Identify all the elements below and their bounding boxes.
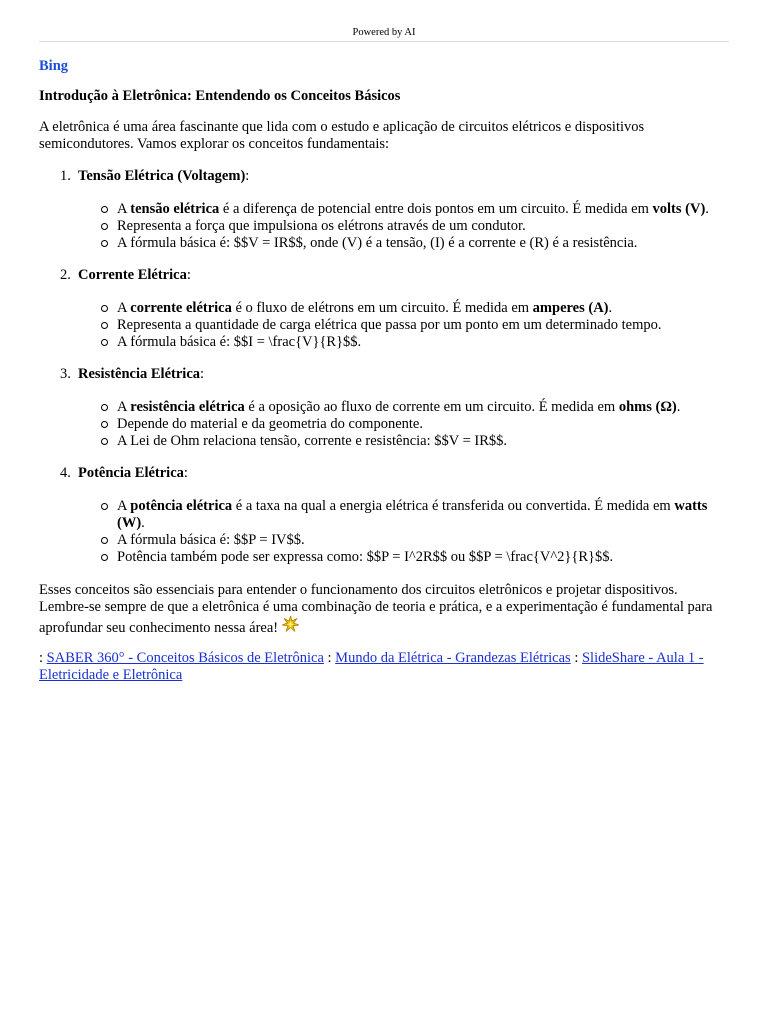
detail-item bbox=[39, 201, 729, 218]
sources-line bbox=[39, 650, 729, 684]
source-link-mundo-da-eletrica[interactable]: Mundo da Elétrica - Grandezas Elétricas bbox=[335, 650, 571, 666]
detail-item bbox=[39, 317, 729, 334]
concept-colon: : bbox=[245, 168, 250, 184]
concept-number: 4. bbox=[60, 465, 71, 481]
detail-item bbox=[39, 433, 729, 450]
bullet-circle-icon bbox=[101, 322, 108, 329]
sparkle-icon bbox=[282, 616, 299, 636]
detail-text: . bbox=[141, 515, 145, 531]
detail-unit: volts (V) bbox=[652, 201, 706, 217]
detail-term: corrente elétrica bbox=[130, 300, 232, 316]
source-link-slideshare[interactable]: SlideShare - Aula 1 - Eletricidade e Eletrônica bbox=[39, 650, 704, 683]
detail-text: é o fluxo de elétrons em um circuito. É medida em bbox=[231, 300, 533, 316]
detail-text: é a oposição ao fluxo de corrente em um circuito. É medida em bbox=[244, 399, 619, 415]
detail-text: Representa a quantidade de carga elétrica que passa por um ponto em um determinado tempo. bbox=[117, 317, 662, 333]
detail-text: A fórmula básica é: $$P = IV$$. bbox=[117, 532, 305, 548]
detail-text: . bbox=[608, 300, 613, 316]
concept-colon: : bbox=[200, 366, 205, 382]
article-title: Introdução à Eletrônica: Entendendo os Conceitos Básicos bbox=[39, 88, 401, 104]
concept-item bbox=[39, 267, 729, 351]
concept-name: Potência Elétrica bbox=[78, 465, 184, 481]
detail-text: A Lei de Ohm relaciona tensão, corrente e resistência: $$V = IR$$. bbox=[117, 433, 508, 449]
detail-unit: ohms (Ω) bbox=[618, 399, 677, 415]
brand-name: Bing bbox=[39, 58, 69, 74]
source-link-saber360[interactable]: SABER 360° - Conceitos Básicos de Eletrônica bbox=[46, 650, 324, 666]
detail-text: A bbox=[117, 498, 131, 514]
detail-text: . bbox=[705, 201, 709, 217]
detail-item bbox=[39, 300, 729, 317]
detail-text: A fórmula básica é: $$V = IR$$, onde (V) é a tensão, (I) é a corrente e (R) é a resistência. bbox=[117, 235, 638, 251]
bullet-circle-icon bbox=[101, 503, 108, 510]
sources-separator: : bbox=[327, 650, 332, 666]
sources-separator: : bbox=[39, 650, 44, 666]
concept-number: 2. bbox=[60, 267, 71, 283]
concept-detail-list bbox=[39, 300, 729, 351]
bullet-circle-icon bbox=[101, 339, 108, 346]
detail-text: Potência também pode ser expressa como: $$P = I^2R$$ ou $$P = \frac{V^2}{R}$$. bbox=[117, 549, 614, 565]
detail-term: resistência elétrica bbox=[130, 399, 245, 415]
detail-unit: watts (W) bbox=[117, 498, 708, 531]
concept-list bbox=[39, 168, 729, 566]
detail-item bbox=[39, 218, 729, 235]
concept-name: Tensão Elétrica (Voltagem) bbox=[78, 168, 246, 184]
intro-paragraph: A eletrônica é uma área fascinante que lida com o estudo e aplicação de circuitos elétricos e dispositivos semicondutores. Vamos explorar os conceitos fundamentais: bbox=[39, 119, 645, 152]
sources-separator: : bbox=[574, 650, 579, 666]
concept-detail-list bbox=[39, 498, 729, 566]
bullet-circle-icon bbox=[101, 223, 108, 230]
concept-number: 3. bbox=[60, 366, 71, 382]
bullet-circle-icon bbox=[101, 438, 108, 445]
powered-by-label: Powered by AI bbox=[39, 0, 729, 42]
detail-item bbox=[39, 399, 729, 416]
detail-text: . bbox=[676, 399, 681, 415]
concept-name: Resistência Elétrica bbox=[78, 366, 201, 382]
concept-name: Corrente Elétrica bbox=[78, 267, 187, 283]
concept-item bbox=[39, 465, 729, 566]
concept-colon: : bbox=[186, 267, 191, 283]
detail-text: é a taxa na qual a energia elétrica é transferida ou convertida. É medida em bbox=[232, 498, 675, 514]
concept-item bbox=[39, 168, 729, 252]
concept-heading bbox=[39, 267, 729, 284]
concept-colon: : bbox=[183, 465, 188, 481]
bullet-circle-icon bbox=[101, 305, 108, 312]
detail-text: A bbox=[117, 300, 131, 316]
detail-item bbox=[39, 416, 729, 433]
bullet-circle-icon bbox=[101, 537, 108, 544]
detail-text: é a diferença de potencial entre dois pontos em um circuito. É medida em bbox=[219, 201, 653, 217]
detail-item bbox=[39, 549, 729, 566]
detail-text: A fórmula básica é: $$I = \frac{V}{R}$$. bbox=[117, 334, 362, 350]
bullet-circle-icon bbox=[101, 240, 108, 247]
bullet-circle-icon bbox=[101, 421, 108, 428]
detail-term: potência elétrica bbox=[130, 498, 233, 514]
detail-unit: amperes (A) bbox=[532, 300, 609, 316]
bullet-circle-icon bbox=[101, 206, 108, 213]
bullet-circle-icon bbox=[101, 404, 108, 411]
detail-item bbox=[39, 334, 729, 351]
detail-text: Representa a força que impulsiona os elétrons através de um condutor. bbox=[117, 218, 526, 234]
bullet-circle-icon bbox=[101, 554, 108, 561]
detail-item bbox=[39, 235, 729, 252]
detail-text: Depende do material e da geometria do componente. bbox=[117, 416, 423, 432]
outro-paragraph bbox=[39, 582, 729, 637]
concept-detail-list bbox=[39, 399, 729, 450]
concept-heading bbox=[39, 168, 729, 185]
detail-item bbox=[39, 498, 729, 532]
detail-text: A bbox=[117, 399, 131, 415]
concept-detail-list bbox=[39, 201, 729, 252]
concept-heading bbox=[39, 366, 729, 383]
detail-item bbox=[39, 532, 729, 549]
detail-term: tensão elétrica bbox=[130, 201, 220, 217]
document-page bbox=[39, 0, 729, 684]
concept-heading bbox=[39, 465, 729, 482]
outro-text: Esses conceitos são essenciais para entender o funcionamento dos circuitos eletrônicos e projetar dispositivos. Lembre-se sempre de que a eletrônica é uma combinação de teoria e prática, e a experimentação é fundamental para aprofundar seu conhecimento nessa área! bbox=[39, 582, 713, 636]
concept-item bbox=[39, 366, 729, 450]
detail-text: A bbox=[117, 201, 131, 217]
concept-number: 1. bbox=[60, 168, 71, 184]
